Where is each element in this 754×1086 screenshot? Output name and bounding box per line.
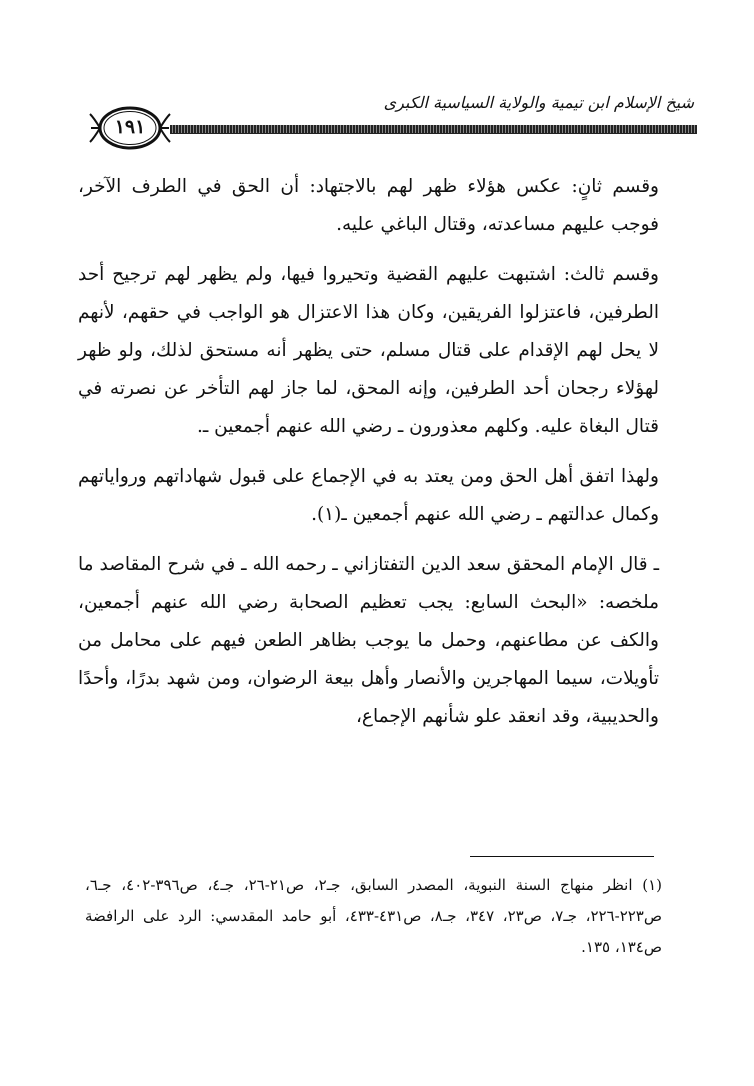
header-rule: [170, 125, 697, 133]
paragraph-third-group-c: وقسم ثالث: اشتبهت عليهم القضية وتحيروا فيها، ولم يظهر لهم ترجيح أحد الطرفين، فاعتزلوا الفريقين، وكان هذا الاعتزال هو الواجب في حقهم، لأنهم لا يحل لهم الإقدام على قتال مسلم، حتى يظهر أنه مستحق لذلك، ولو ظهر لهؤلاء رجحان أحد الطرفين، وإنه المحق، لما جاز لهم التأخر عن نصرته في قتال البغاة عليه. وكلهم معذورون ـ رضي الله عنهم أجمعين ـ.: [78, 264, 659, 437]
main-text: [78, 168, 659, 748]
footnote-separator: [470, 856, 654, 857]
page-number: ١٩١: [114, 116, 146, 138]
paragraph-taftazani-quote: ـ قال الإمام المحقق سعد الدين التفتازاني ـ رحمه الله ـ في شرح المقاصد ما ملخصه: «البحث السابع: يجب تعظيم الصحابة رضي الله عنهم أجمعين، والكف عن مطاعنهم، وحمل ما يوجب بظاهر الطعن فيهم على محامل من تأويلات، سيما المهاجرين والأنصار وأهل بيعة الرضوان، ومن شهد بدرًا، وأحدًا والحديبية، وقد انعقد علو شأنهم الإجماع،: [78, 554, 659, 727]
paragraph-consensus: ولهذا اتفق أهل الحق ومن يعتد به في الإجماع على قبول شهاداتهم ورواياتهم وكمال عدالتهم ـ رضي الله عنهم أجمعين ـ(١).: [78, 466, 659, 525]
running-header: شيخ الإسلام ابن تيمية والولاية السياسية الكبرى: [383, 93, 694, 112]
footnote-1: (١) انظر منهاج السنة النبوية، المصدر السابق، جـ٢، ص٢١-٢٦، جـ٤، ص٣٩٦-٤٠٢، جـ٦، ص٢٢٣-٢٢٦، جـ٧، ص٢٣، ٣٤٧، جـ٨، ص٤٣١-٤٣٣، أبو حامد المقدسي: الرد على الرافضة ص١٣٤، ١٣٥.: [85, 876, 662, 956]
paragraph-third-group-b: وقسم ثانٍ: عكس هؤلاء ظهر لهم بالاجتهاد: أن الحق في الطرف الآخر، فوجب عليهم مساعدته، وقتال الباغي عليه.: [78, 176, 659, 235]
page-number-ornament: [88, 104, 172, 152]
